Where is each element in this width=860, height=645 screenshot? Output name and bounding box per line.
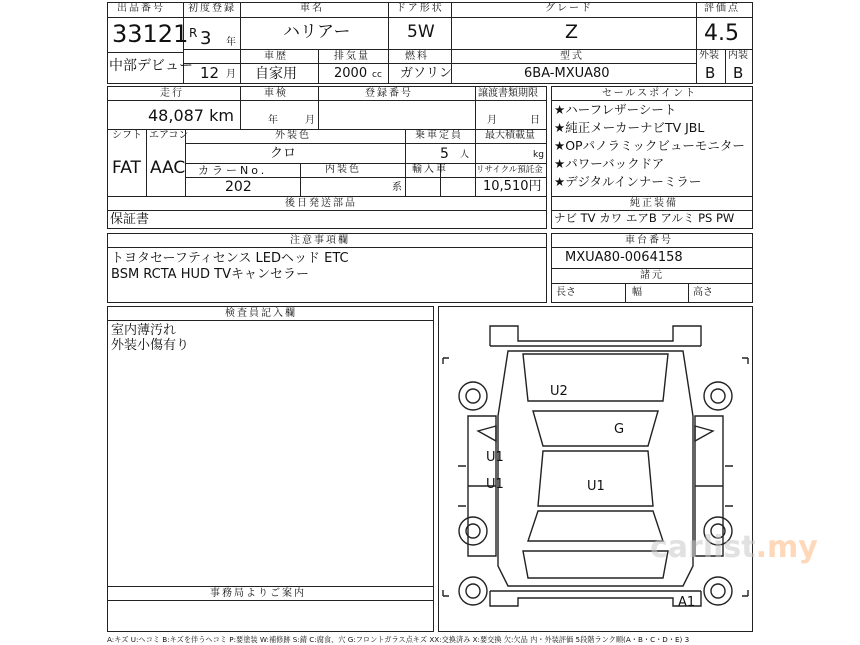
shift-label: シフト	[112, 130, 142, 141]
notes-line1: トヨタセーフティセンス LEDヘッド ETC	[111, 251, 349, 266]
selling-item: ★純正メーカーナビTV JBL	[554, 120, 705, 135]
chassis-label: 車台番号	[625, 235, 673, 246]
import-label: 輸入車	[412, 164, 448, 175]
damage-mark: U1	[486, 450, 504, 465]
later: 保証書	[110, 212, 150, 227]
regno-label: 登録番号	[365, 88, 413, 99]
load-unit: kg	[533, 150, 544, 160]
year-number: 3	[200, 28, 212, 49]
intcolor-unit: 系	[392, 182, 402, 193]
history-label: 車歴	[264, 51, 288, 62]
inspector-line2: 外装小傷有り	[111, 338, 190, 353]
width-label: 幅	[632, 287, 642, 298]
selling-item: ★パワーバックドア	[554, 156, 665, 171]
transfer-label: 譲渡書類期限	[478, 88, 538, 99]
car-outline	[438, 306, 753, 632]
inspector-line1: 室内薄汚れ	[111, 323, 177, 338]
intcolor-label: 内装色	[325, 164, 361, 175]
year-era: R	[189, 26, 198, 40]
type-label: 型式	[560, 51, 584, 62]
grade-label: グレード	[545, 3, 593, 14]
score-label: 評価点	[704, 3, 740, 14]
selling-item: ★デジタルインナーミラー	[554, 174, 702, 189]
disp-unit: cc	[372, 70, 382, 80]
inspector-label: 検査員記入欄	[225, 308, 297, 319]
length-label: 長さ	[556, 287, 576, 298]
doors: 5W	[407, 22, 435, 42]
watermark: carlist.my	[650, 530, 818, 565]
colorno: 202	[225, 179, 252, 195]
inspector-block	[107, 306, 434, 632]
colorno-label: カラーNo.	[198, 164, 268, 177]
legend: A:キズ U:ヘコミ B:キズを伴うヘコミ P:要塗装 W:補修跡 S:錆 C:腐食、穴 G:フロントガラス点キズ XX:交換済み X:要交換 欠:欠品 内・外装評価 5段階ランク順(A・B・C・D・E) 3	[107, 635, 690, 644]
insp-year: 年	[268, 115, 278, 126]
lot-label: 出品番号	[117, 3, 165, 14]
ac: AAC	[150, 158, 186, 178]
recycle-label: リサイクル預託金	[476, 165, 543, 175]
transfer-day: 日	[530, 115, 540, 126]
shift: FAT	[112, 158, 141, 178]
doors-label: ドア形状	[396, 3, 444, 14]
lot-number: 33121	[112, 20, 189, 48]
selling-item: ★OPパノラミックビューモニター	[554, 138, 745, 153]
seats: 5	[440, 146, 449, 162]
notes-line2: BSM RCTA HUD TVキャンセラー	[111, 267, 309, 282]
damage-mark: A1	[678, 595, 696, 610]
selling-list	[554, 104, 745, 194]
fuel-label: 燃料	[405, 51, 429, 62]
transfer-month: 月	[487, 115, 497, 126]
chassis-number: MXUA80-0064158	[565, 250, 683, 265]
history: 自家用	[255, 66, 297, 82]
seats-label: 乗車定員	[415, 130, 463, 141]
disp-label: 排気量	[334, 51, 370, 62]
int-grade: B	[733, 64, 744, 82]
damage-mark: U1	[486, 477, 504, 492]
fuel: ガソリン	[400, 66, 453, 81]
equipment-label: 純正装備	[630, 198, 678, 209]
score: 4.5	[704, 21, 739, 46]
height-label: 高さ	[693, 287, 713, 298]
color: クロ	[270, 146, 297, 161]
selling-item: ★ハーフレザーシート	[554, 102, 677, 117]
ext-grade: B	[705, 64, 716, 82]
equipment: ナビ TV カワ エアB アルミ PS PW	[554, 211, 735, 225]
type: 6BA-MXUA80	[524, 66, 610, 81]
year-unit: 年	[226, 37, 236, 48]
office-label: 事務局よりご案内	[210, 588, 306, 599]
grade: Z	[565, 21, 579, 43]
recycle: 10,510円	[483, 179, 542, 194]
load-label: 最大積載量	[485, 130, 535, 141]
int-label: 内装	[728, 50, 748, 61]
firstreg-label: 初度登録	[188, 3, 236, 14]
later-label: 後日発送部品	[285, 198, 357, 209]
dims-label: 諸元	[640, 270, 664, 281]
damage-mark: G	[614, 422, 625, 437]
mileage: 48,087 km	[148, 106, 234, 125]
disp: 2000	[334, 66, 368, 81]
venue: 中部デビュー	[109, 58, 193, 74]
selling-label: セールスポイント	[602, 88, 698, 99]
damage-mark: U1	[587, 479, 605, 494]
ac-label: エアコン	[149, 130, 189, 141]
seats-unit: 人	[460, 150, 470, 160]
insp-month: 月	[305, 115, 315, 126]
mileage-label: 走行	[160, 88, 184, 99]
inspection-label: 車検	[264, 88, 288, 99]
damage-mark: U2	[550, 384, 568, 399]
month-unit: 月	[226, 69, 236, 80]
color-label: 外装色	[275, 130, 311, 141]
model: ハリアー	[283, 22, 351, 42]
ext-label: 外装	[699, 50, 719, 61]
notes-label: 注意事項欄	[290, 235, 350, 246]
model-label: 車名	[300, 3, 324, 14]
month: 12	[200, 64, 220, 82]
